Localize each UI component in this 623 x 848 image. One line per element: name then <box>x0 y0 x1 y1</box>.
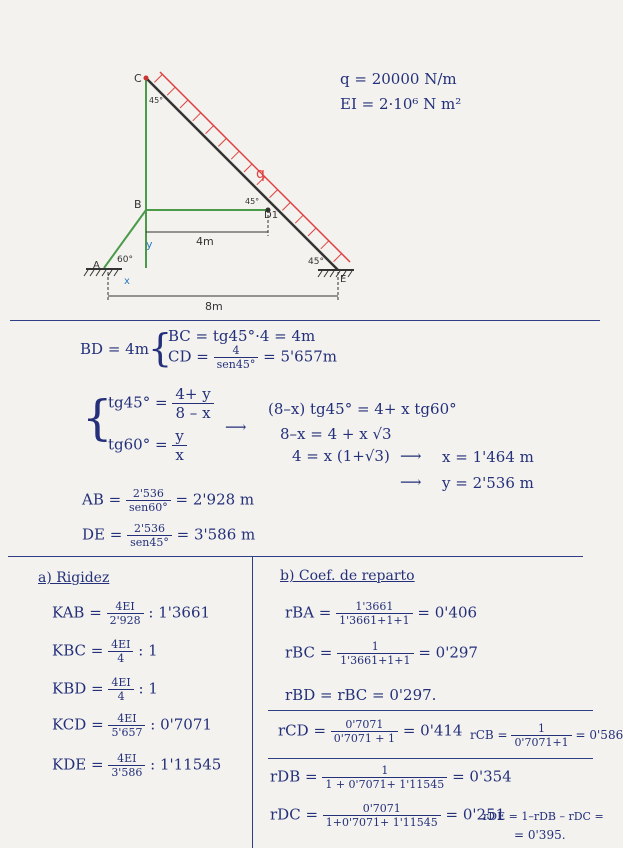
stiffness-row: KAB = $\frac{4EI}{2'928}$ : 1'3661 <box>52 600 211 627</box>
step-2: 8–x = 4 + x √3 <box>280 425 392 443</box>
r-cd: rCD = $\frac{0'7071}{0'7071 + 1}$ = 0'414 <box>278 718 463 745</box>
x-result: x = 1'464 m <box>442 448 534 466</box>
r-bc: rBC = $\frac{1}{1'3661+1+1}$ = 0'297 <box>285 640 478 667</box>
ab-length: AB = $\frac{2'536}{\text{sen60°}}$ = 2'928 m <box>82 487 255 514</box>
q-value: q = 20000 N/m <box>340 70 457 88</box>
r-cb: rCB = $\frac{1}{0'7071+1}$ = 0'586 <box>470 722 623 749</box>
load-arrow <box>321 241 329 249</box>
de-length: DE = $\frac{2'536}{\text{sen45°}}$ = 3'586 m <box>82 522 256 549</box>
angle-a-label: 60° <box>117 255 133 265</box>
arrow-3: ⟶ <box>400 473 422 491</box>
var-x-label: x <box>124 276 130 287</box>
load-arrow <box>282 202 290 210</box>
load-arrows <box>154 74 341 261</box>
reparto-rule-2 <box>268 758 593 759</box>
bd-length: BD = 4m <box>80 340 149 358</box>
load-arrow <box>308 228 316 236</box>
dim-bd-label: 4m <box>196 235 214 248</box>
cd-length: CD = $\frac{4}{\text{sen45°}}$ = 5'657m <box>168 344 338 371</box>
node-c-label: C <box>134 72 142 85</box>
rigidez-title: a) Rigidez <box>38 570 110 586</box>
r-de-line2: = 0'395. <box>514 828 566 842</box>
angle-e-label: 45° <box>308 257 324 267</box>
r-de-line1: rDE = 1–rDB – rDC = <box>483 810 604 823</box>
angle-c-label: 45° <box>149 96 164 105</box>
bc-length: BC = tg45°·4 = 4m <box>168 327 316 345</box>
r-ba: rBA = $\frac{1'3661}{1'3661+1+1}$ = 0'406 <box>285 600 478 627</box>
angle-b-label: 45° <box>245 197 260 206</box>
arrow-2: ⟶ <box>400 447 422 465</box>
section-rule-2 <box>8 556 583 557</box>
stiffness-row: KBD = $\frac{4EI}{4}$ : 1 <box>52 676 158 703</box>
load-arrow <box>270 190 278 198</box>
step-1: (8–x) tg45° = 4+ x tg60° <box>268 400 457 418</box>
dim-ae-label: 8m <box>205 300 223 313</box>
load-arrow <box>218 138 226 146</box>
eq-tg60: tg60° = $\frac{y}{x}$ <box>108 427 187 464</box>
frame-diagram <box>0 0 611 320</box>
load-arrow <box>334 254 342 262</box>
load-arrow <box>154 74 162 82</box>
node-e-label: E <box>340 274 347 285</box>
brace-2: { <box>82 390 113 446</box>
load-arrow <box>231 151 239 159</box>
stiffness-row: KBC = $\frac{4EI}{4}$ : 1 <box>52 638 158 665</box>
reparto-rule-1 <box>268 710 593 711</box>
brace-1: { <box>148 326 173 370</box>
node-b-label: B <box>134 198 142 211</box>
load-arrow <box>206 126 214 134</box>
arrow-1: ⟶ <box>225 418 247 436</box>
stiffness-row: KCD = $\frac{4EI}{5'657}$ : 0'7071 <box>52 712 212 739</box>
load-arrow <box>167 87 175 95</box>
stiffness-row: KDE = $\frac{4EI}{3'586}$ : 1'11545 <box>52 752 222 779</box>
node-d-label: D1 <box>264 210 279 221</box>
column-divider <box>252 556 253 848</box>
reparto-title: b) Coef. de reparto <box>280 568 415 584</box>
load-arrow <box>180 100 188 108</box>
load-arrow <box>295 215 303 223</box>
load-line <box>160 72 350 262</box>
r-bd: rBD = rBC = 0'297. <box>285 686 437 704</box>
var-y-label: y <box>146 238 153 251</box>
load-arrow <box>193 113 201 121</box>
load-label: q <box>256 166 265 182</box>
r-db: rDB = $\frac{1}{1 + 0'7071+ 1'11545}$ = 0'354 <box>270 764 512 791</box>
r-dc: rDC = $\frac{0'7071}{1+0'7071+ 1'11545}$ = 0'251 <box>270 802 506 829</box>
member-ce <box>146 78 338 270</box>
y-result: y = 2'536 m <box>442 474 534 492</box>
section-rule-1 <box>10 320 600 321</box>
step-3: 4 = x (1+√3) <box>292 447 390 465</box>
ei-value: EI = 2·10⁶ N m² <box>340 95 462 113</box>
eq-tg45: tg45° = $\frac{4+ y}{8 - x}$ <box>108 385 214 422</box>
node-a-label: A <box>93 260 100 271</box>
load-arrow <box>244 164 252 172</box>
